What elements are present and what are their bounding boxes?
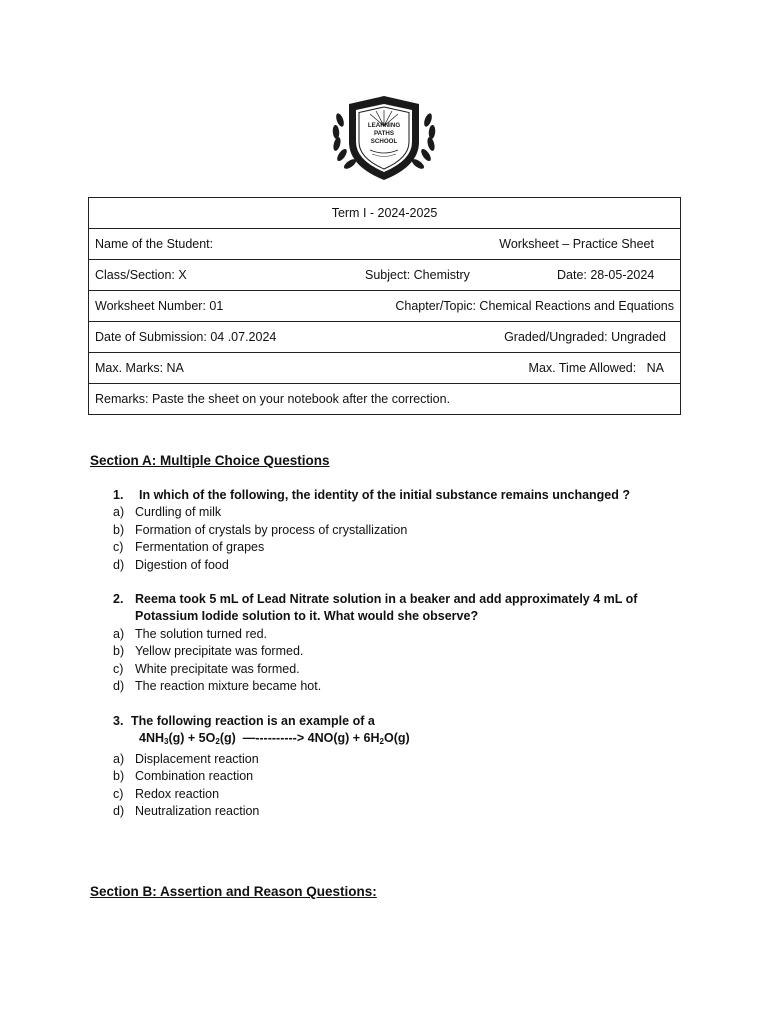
logo-text-line2: PATHS <box>373 130 395 137</box>
question-1-option-b <box>113 522 630 539</box>
option-text: Neutralization reaction <box>135 804 260 819</box>
section-b-title: Section B: Assertion and Reason Questions: <box>90 884 377 899</box>
worksheet-number: Worksheet Number: 01 <box>95 299 224 313</box>
max-time: Max. Time Allowed: NA <box>528 361 664 375</box>
question-2-text-line1: Reema took 5 mL of Lead Nitrate solution in a beaker and add approximately 4 mL of <box>135 592 638 606</box>
student-cell <box>89 229 681 260</box>
option-text: Combination reaction <box>135 769 254 784</box>
question-3-option-b <box>113 768 410 785</box>
graded-status: Graded/Ungraded: Ungraded <box>504 330 666 344</box>
option-letter: b) <box>113 644 125 659</box>
question-1 <box>113 487 630 574</box>
remarks-row <box>89 384 681 415</box>
question-3-number: 3. <box>113 714 124 728</box>
option-letter: c) <box>113 786 124 801</box>
question-2-option-a <box>113 626 637 643</box>
question-3-text: The following reaction is an example of a <box>131 714 375 728</box>
option-letter: b) <box>113 522 125 537</box>
submission-row <box>89 322 681 353</box>
option-text: Displacement reaction <box>135 751 259 766</box>
marks-row <box>89 353 681 384</box>
term-cell <box>89 198 681 229</box>
section-a-title: Section A: Multiple Choice Questions <box>90 453 330 468</box>
class-cell <box>89 260 681 291</box>
question-2-option-c <box>113 661 637 678</box>
term-row <box>89 198 681 229</box>
equation-part: 4NH <box>139 731 165 746</box>
option-letter: d) <box>113 557 125 572</box>
question-2-text-line2: Potassium Iodide solution to it. What would she observe? <box>135 609 479 624</box>
submission-cell <box>89 322 681 353</box>
question-1-stem <box>113 487 630 504</box>
question-1-number: 1. <box>113 488 124 502</box>
option-text: Formation of crystals by process of crystallization <box>135 522 408 537</box>
option-text: Curdling of milk <box>135 505 222 520</box>
question-3 <box>113 713 410 820</box>
option-letter: b) <box>113 769 125 784</box>
equation-subscript: 3 <box>164 737 169 747</box>
option-text: The solution turned red. <box>135 626 268 641</box>
submission-date: Date of Submission: 04 .07.2024 <box>95 330 277 344</box>
question-1-option-c <box>113 539 630 556</box>
option-letter: c) <box>113 540 124 555</box>
question-2 <box>113 591 637 695</box>
worksheet-number-cell <box>89 291 681 322</box>
worksheet-number-row <box>89 291 681 322</box>
question-2-number: 2. <box>113 592 124 606</box>
student-row <box>89 229 681 260</box>
reaction-equation <box>113 730 410 750</box>
option-letter: d) <box>113 679 125 694</box>
option-text: Redox reaction <box>135 786 220 801</box>
subject: Subject: Chemistry <box>365 268 470 282</box>
class-section: Class/Section: X <box>95 268 187 282</box>
option-text: Yellow precipitate was formed. <box>135 644 304 659</box>
question-2-stem-cont <box>113 608 637 625</box>
remarks: Remarks: Paste the sheet on your notebook after the correction. <box>95 392 451 406</box>
school-crest-icon <box>326 92 442 184</box>
option-letter: a) <box>113 751 125 766</box>
max-marks: Max. Marks: NA <box>95 361 184 375</box>
question-3-stem <box>113 713 410 730</box>
question-1-option-d <box>113 557 630 574</box>
question-1-option-a <box>113 504 630 521</box>
question-3-option-d <box>113 803 410 820</box>
remarks-cell <box>89 384 681 415</box>
worksheet-date: Date: 28-05-2024 <box>557 268 655 282</box>
logo-text-line1: LEARNING <box>367 122 401 129</box>
equation-part: (g) —----------> 4NO(g) + 6H <box>219 731 380 746</box>
option-text: The reaction mixture became hot. <box>135 679 322 694</box>
question-3-option-a <box>113 751 410 768</box>
question-3-option-c <box>113 786 410 803</box>
option-letter: a) <box>113 626 125 641</box>
question-2-option-d <box>113 678 637 695</box>
option-text: White precipitate was formed. <box>135 661 300 676</box>
equation-part: (g) + 5O <box>168 731 216 746</box>
equation-part: O(g) <box>383 731 410 746</box>
question-2-option-b <box>113 643 637 660</box>
option-text: Digestion of food <box>135 557 229 572</box>
marks-cell <box>89 353 681 384</box>
option-letter: a) <box>113 505 125 520</box>
equation-subscript: 2 <box>379 737 384 747</box>
equation-subscript: 2 <box>215 737 220 747</box>
class-row <box>89 260 681 291</box>
logo-text-line3: SCHOOL <box>370 138 398 145</box>
chapter-topic: Chapter/Topic: Chemical Reactions and Equations <box>395 299 674 313</box>
term-text: Term I - 2024-2025 <box>331 206 438 220</box>
worksheet-info-table <box>88 197 681 415</box>
option-text: Fermentation of grapes <box>135 540 265 555</box>
question-1-text: In which of the following, the identity of the initial substance remains unchanged ? <box>139 488 631 502</box>
question-2-stem <box>113 591 637 608</box>
student-name-label: Name of the Student: <box>95 237 214 251</box>
option-letter: d) <box>113 804 125 819</box>
option-letter: c) <box>113 661 124 676</box>
worksheet-type: Worksheet – Practice Sheet <box>499 237 654 251</box>
